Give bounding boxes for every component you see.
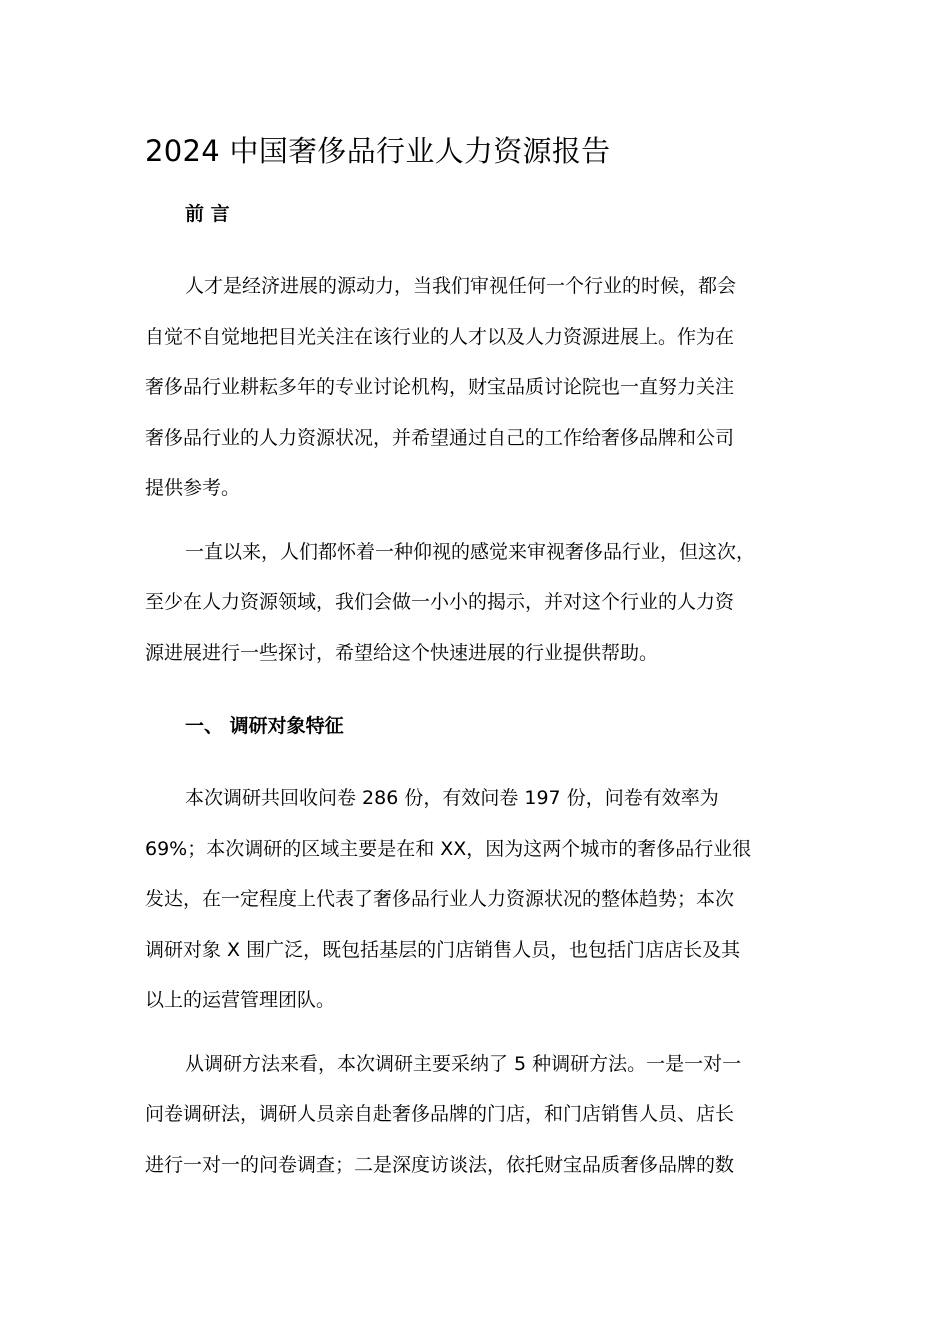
paragraph-line: 以上的运营管理团队。 xyxy=(145,989,336,1011)
paragraph-line: 发达，在一定程度上代表了奢侈品行业人力资源状况的整体趋势；本次 xyxy=(145,888,735,910)
paragraph xyxy=(145,773,810,1026)
section-heading-survey-subjects: 一、 调研对象特征 xyxy=(185,715,344,737)
paragraph-line: 至少在人力资源领域，我们会做一小小的揭示，并对这个行业的人力资 xyxy=(145,591,735,613)
paragraph-line: 一直以来，人们都怀着一种仰视的感觉来审视奢侈品行业，但这次， xyxy=(185,540,756,563)
paragraph-line: 提供参考。 xyxy=(145,477,241,499)
paragraph xyxy=(145,261,810,514)
paragraph-line: 奢侈品行业的人力资源状况，并希望通过自己的工作给奢侈品牌和公司 xyxy=(145,426,735,449)
paragraph-line: 问卷调研法，调研人员亲自赴奢侈品牌的门店，和门店销售人员、店长 xyxy=(145,1103,735,1125)
document-page xyxy=(145,130,810,1190)
paragraph-line: 本次调研共回收问卷 286 份，有效问卷 197 份，问卷有效率为 xyxy=(185,787,719,809)
paragraph xyxy=(145,527,810,679)
section-heading-preface: 前 言 xyxy=(185,203,230,225)
paragraph-line: 69%；本次调研的区域主要是在和 XX，因为这两个城市的奢侈品行业很 xyxy=(145,837,752,860)
paragraph-line: 从调研方法来看，本次调研主要采纳了 5 种调研方法。一是一对一 xyxy=(185,1052,742,1075)
document-title: 2024 中国奢侈品行业人力资源报告 xyxy=(145,134,611,168)
paragraph-line: 进行一对一的问卷调查；二是深度访谈法，依托财宝品质奢侈品牌的数 xyxy=(145,1153,735,1176)
paragraph-line: 调研对象 X 围广泛，既包括基层的门店销售人员，也包括门店店长及其 xyxy=(145,938,741,961)
paragraph xyxy=(145,1039,810,1191)
paragraph-line: 人才是经济进展的源动力，当我们审视任何一个行业的时候，都会 xyxy=(185,275,737,297)
paragraph-line: 源进展进行一些探讨，希望给这个快速进展的行业提供帮助。 xyxy=(145,641,659,664)
paragraph-line: 自觉不自觉地把目光关注在该行业的人才以及人力资源进展上。作为在 xyxy=(145,325,735,348)
paragraph-line: 奢侈品行业耕耘多年的专业讨论机构，财宝品质讨论院也一直努力关注 xyxy=(145,376,735,398)
